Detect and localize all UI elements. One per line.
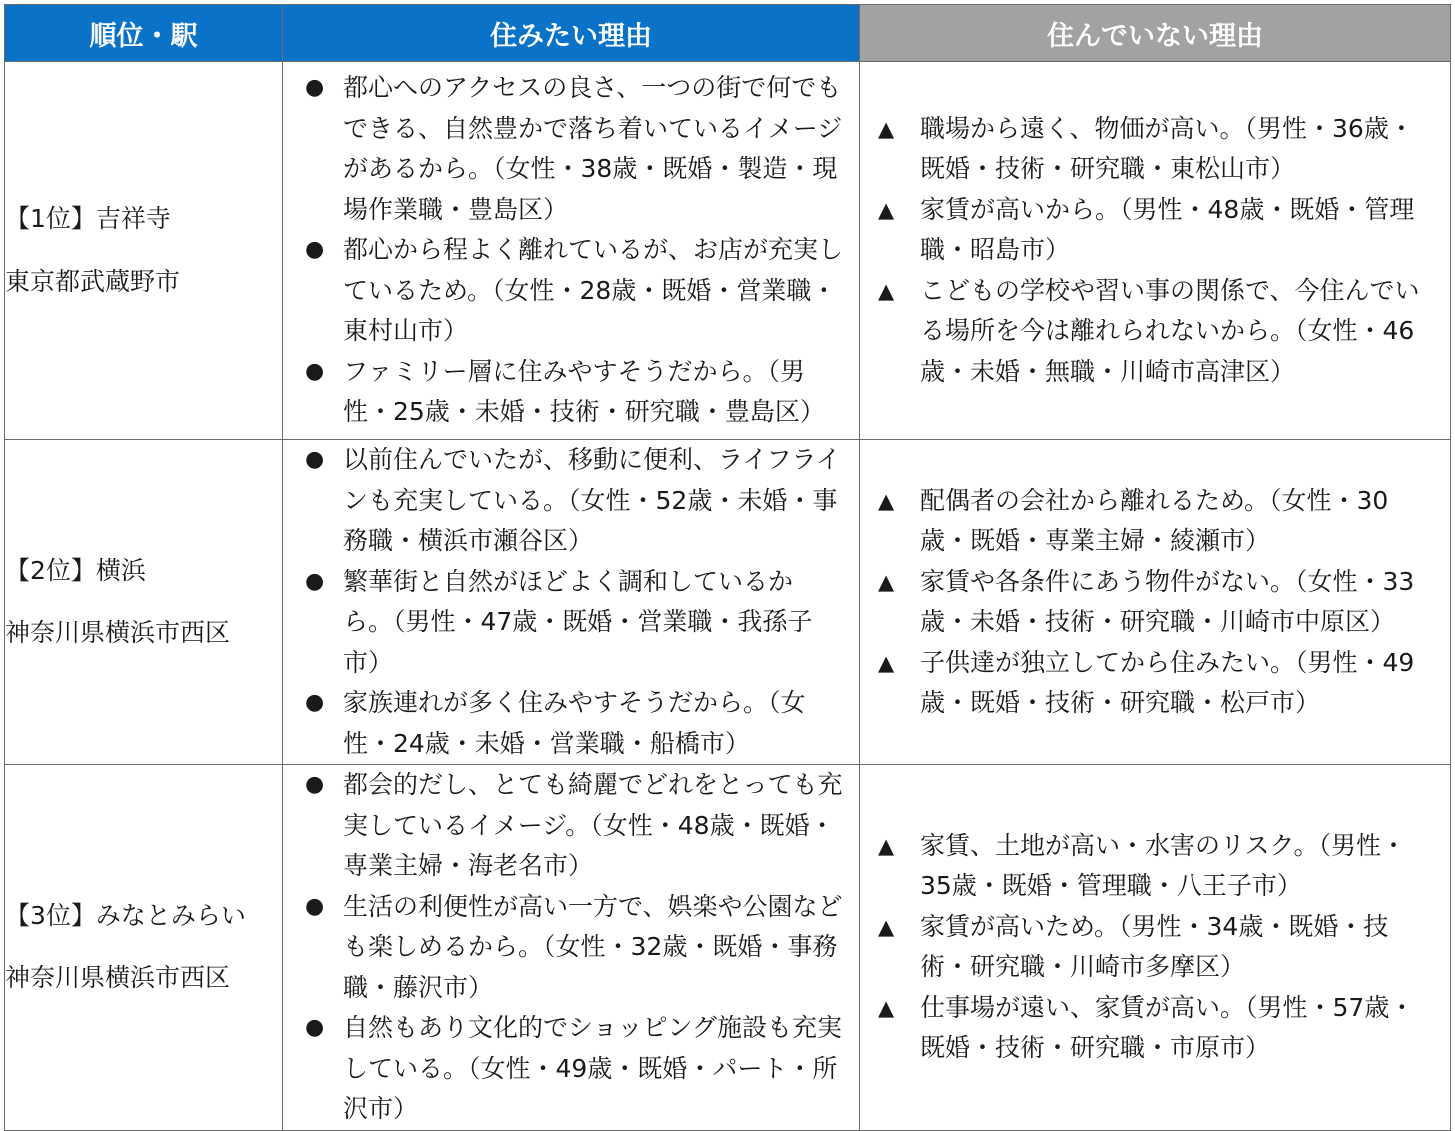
triangle-bullet-icon: ▲ — [878, 488, 895, 513]
list-item — [878, 190, 1436, 271]
station-rank: 【2位】横浜 — [5, 555, 146, 585]
reason-text: 家賃が高いから。（男性・48歳・既婚・管理職・昭島市） — [920, 194, 1415, 265]
triangle-bullet-icon: ▲ — [878, 995, 895, 1020]
station-city: 神奈川県横浜市西区 — [5, 618, 231, 647]
list-item — [305, 1008, 843, 1130]
reason-text: 都心へのアクセスの良さ、一つの街で何でもできる、自然豊かで落ち着いているイメージがあるから。（女性・38歳・既婚・製造・現場作業職・豊島区） — [343, 73, 843, 224]
table-row — [5, 440, 1451, 765]
bullet-circle-icon: ● — [305, 75, 325, 101]
bullet-circle-icon: ● — [305, 447, 325, 472]
list-item — [305, 562, 843, 684]
not-live-reasons-list — [860, 109, 1450, 393]
reason-text: 都心から程よく離れているが、お店が充実しているため。（女性・28歳・既婚・営業職・東村山市） — [343, 235, 844, 346]
want-reasons-cell — [283, 62, 860, 440]
triangle-bullet-icon: ▲ — [878, 833, 895, 858]
triangle-bullet-icon: ▲ — [878, 569, 895, 594]
want-reasons-cell — [283, 765, 860, 1131]
table-row — [5, 62, 1451, 440]
list-item — [305, 230, 843, 352]
want-reasons-list — [283, 765, 859, 1130]
reason-text: 家賃、土地が高い・水害のリスク。（男性・35歳・既婚・管理職・八王子市） — [920, 830, 1407, 901]
table-row — [5, 765, 1451, 1131]
bullet-circle-icon: ● — [305, 568, 325, 594]
want-reasons-list — [283, 440, 859, 764]
not-live-reasons-list — [860, 826, 1450, 1069]
list-item — [305, 887, 843, 1009]
triangle-bullet-icon: ▲ — [878, 914, 895, 939]
reason-text: 以前住んでいたが、移動に便利、ライフラインも充実している。（女性・52歳・未婚・事務職・横浜市瀬谷区） — [343, 445, 841, 555]
reason-text: 家賃が高いため。（男性・34歳・既婚・技術・研究職・川崎市多摩区） — [920, 911, 1389, 982]
header-rank-station: 順位・駅 — [5, 5, 283, 62]
list-item — [305, 683, 843, 764]
station-cell — [5, 765, 283, 1131]
header-reasons-not-live: 住んでいない理由 — [860, 5, 1451, 62]
bullet-circle-icon: ● — [305, 358, 325, 384]
station-cell — [5, 440, 283, 765]
list-item — [305, 440, 843, 562]
reason-text: 家族連れが多く住みやすそうだから。（女性・24歳・未婚・営業職・船橋市） — [343, 688, 806, 758]
reason-text: 子供達が独立してから住みたい。（男性・49歳・既婚・技術・研究職・松戸市） — [920, 647, 1415, 717]
list-item — [878, 826, 1436, 907]
station-city: 神奈川県横浜市西区 — [5, 963, 231, 993]
reason-text: 繁華街と自然がほどよく調和しているから。（男性・47歳・既婚・営業職・我孫子市） — [343, 566, 813, 677]
reason-text: 職場から遠く、物価が高い。（男性・36歳・既婚・技術・研究職・東松山市） — [920, 113, 1414, 184]
want-reasons-list — [283, 68, 859, 433]
bullet-circle-icon: ● — [305, 772, 325, 797]
reason-text: 生活の利便性が高い一方で、娯楽や公園なども楽しめるから。（女性・32歳・既婚・事務職・藤沢市） — [343, 891, 843, 1002]
station-city: 東京都武蔵野市 — [5, 266, 181, 296]
not-live-reasons-cell — [860, 62, 1451, 440]
list-item — [305, 68, 843, 230]
station-rank: 【3位】みなとみらい — [5, 900, 246, 930]
reason-text: 配偶者の会社から離れるため。（女性・30歳・既婚・専業主婦・綾瀬市） — [920, 485, 1389, 555]
not-live-reasons-cell — [860, 765, 1451, 1131]
reason-text: こどもの学校や習い事の関係で、今住んでいる場所を今は離れられないから。（女性・46歳・未婚・無職・川崎市高津区） — [920, 275, 1420, 386]
bullet-circle-icon: ● — [305, 237, 325, 263]
station-rank: 【1位】吉祥寺 — [5, 204, 171, 233]
reason-text: 仕事場が遠い、家賃が高い。（男性・57歳・既婚・技術・研究職・市原市） — [920, 992, 1415, 1063]
reason-text: 自然もあり文化的でショッピング施設も充実している。（女性・49歳・既婚・パート・所沢市） — [343, 1013, 843, 1123]
list-item — [878, 481, 1436, 562]
not-live-reasons-list — [860, 481, 1450, 724]
survey-table — [4, 4, 1451, 1131]
reason-text: 家賃や各条件にあう物件がない。（女性・33歳・未婚・技術・研究職・川崎市中原区） — [920, 566, 1415, 636]
reason-text: 都会的だし、とても綺麗でどれをとっても充実しているイメージ。（女性・48歳・既婚・専業主婦・海老名市） — [343, 770, 843, 880]
list-item — [305, 765, 843, 887]
list-item — [878, 562, 1436, 643]
triangle-bullet-icon: ▲ — [878, 278, 895, 303]
list-item — [878, 643, 1436, 724]
list-item — [878, 271, 1436, 393]
list-item — [305, 352, 843, 433]
want-reasons-cell — [283, 440, 860, 765]
triangle-bullet-icon: ▲ — [878, 197, 895, 222]
station-cell — [5, 62, 283, 440]
list-item — [878, 907, 1436, 988]
bullet-circle-icon: ● — [305, 893, 325, 919]
list-item — [878, 109, 1436, 190]
reason-text: ファミリー層に住みやすそうだから。（男性・25歳・未婚・技術・研究職・豊島区） — [343, 356, 825, 427]
not-live-reasons-cell — [860, 440, 1451, 765]
header-row — [5, 5, 1451, 62]
list-item — [878, 988, 1436, 1069]
bullet-circle-icon: ● — [305, 690, 325, 715]
bullet-circle-icon: ● — [305, 1015, 325, 1040]
triangle-bullet-icon: ▲ — [878, 650, 895, 675]
triangle-bullet-icon: ▲ — [878, 116, 895, 141]
header-reasons-want: 住みたい理由 — [283, 5, 860, 62]
